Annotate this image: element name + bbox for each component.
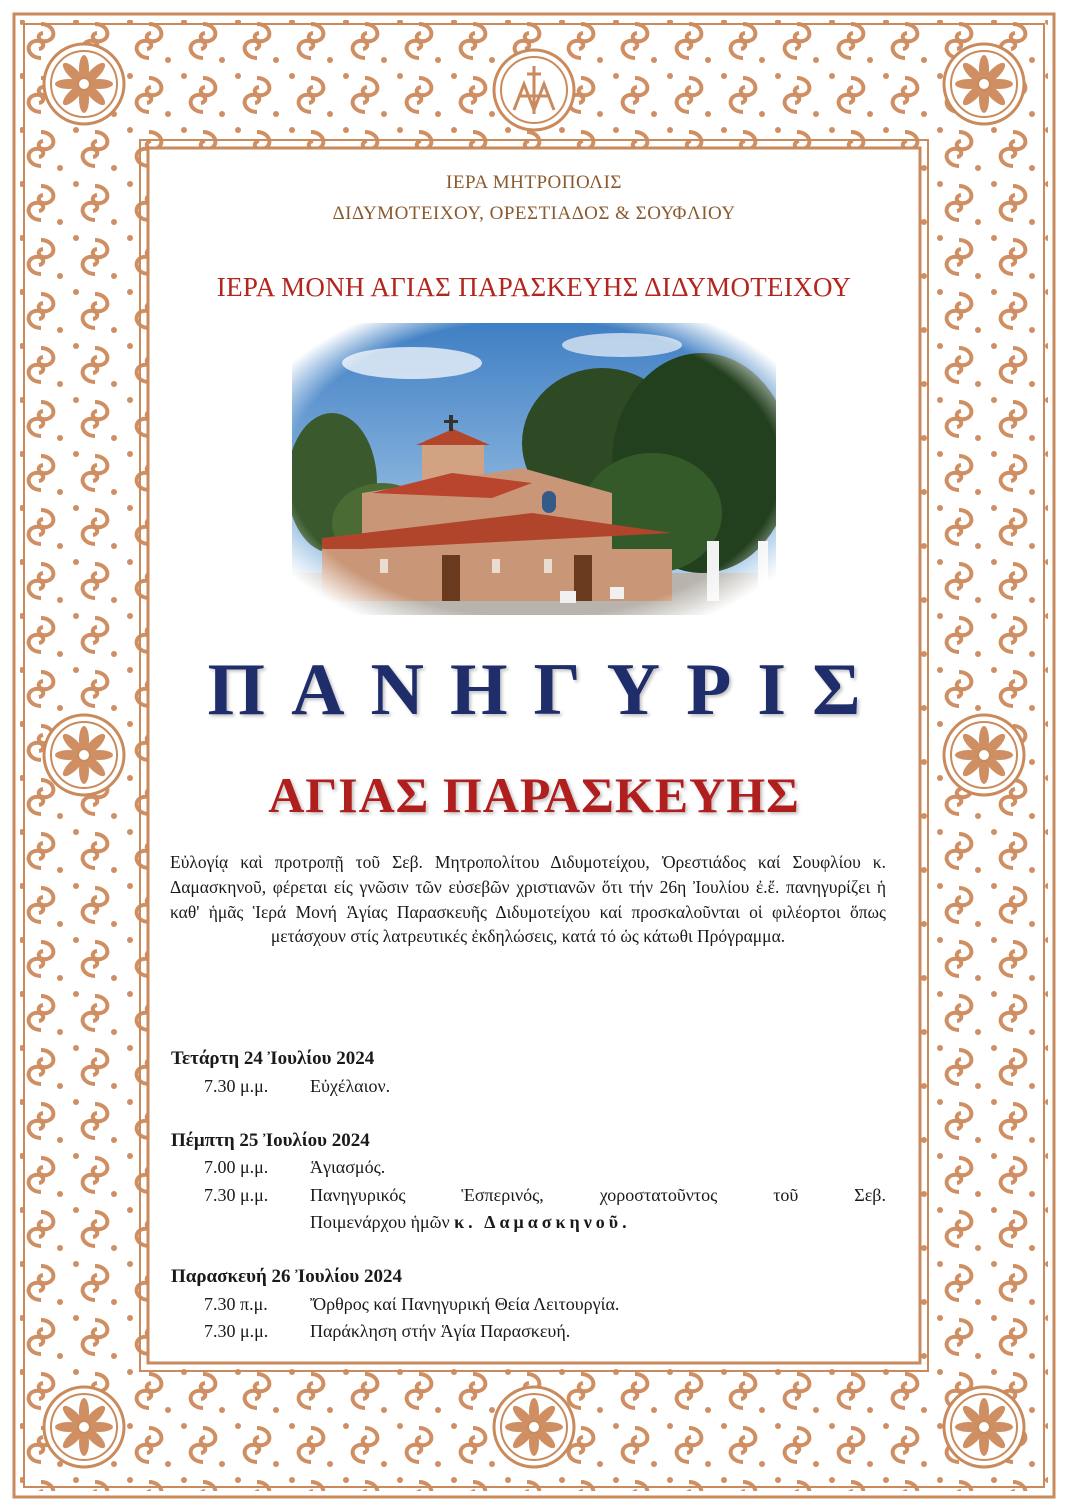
monastery-name: ΙΕΡΑ ΜΟΝΗ ΑΓΙΑΣ ΠΑΡΑΣΚΕΥΗΣ ΔΙΔΥΜΟΤΕΙΧΟΥ — [216, 272, 852, 302]
schedule-desc-word: Πανηγυρικός — [310, 1185, 406, 1205]
schedule-day-3: Παρασκευή 26 Ἰουλίου 2024 — [171, 1266, 402, 1287]
schedule-desc-word: Ἑσπερινός, — [461, 1185, 544, 1205]
schedule-time: 7.00 μ.μ. — [204, 1157, 269, 1177]
schedule-day-1: Τετάρτη 24 Ἰουλίου 2024 — [171, 1048, 375, 1069]
schedule-desc: Ἁγιασμός. — [310, 1157, 386, 1177]
schedule-time: 7.30 π.μ. — [204, 1294, 268, 1314]
schedule-desc-word: Σεβ. — [854, 1185, 886, 1205]
metropolis-title: ΙΕΡΑ ΜΗΤΡΟΠΟΛΙΣ — [446, 172, 622, 193]
bishop-name: κ. Δαμασκηνοῦ. — [454, 1212, 631, 1232]
schedule-desc-text: Ποιμενάρχου ἡμῶν — [310, 1212, 450, 1232]
church-photo — [292, 323, 776, 615]
metropolis-subtitle: ΔΙΔΥΜΟΤΕΙΧΟΥ, ΟΡΕΣΤΙΑΔΟΣ & ΣΟΥΦΛΙΟΥ — [332, 203, 736, 224]
schedule-desc: Ὄρθρος καί Πανηγυρική Θεία Λειτουργία. — [310, 1294, 620, 1314]
schedule-time: 7.30 μ.μ. — [204, 1185, 269, 1205]
schedule-time: 7.30 μ.μ. — [204, 1076, 269, 1096]
announcement-text: Εὐλογίᾳ καὶ προτροπῇ τοῦ Σεβ. Μητροπολίτου Διδυμοτείχου, Ὀρεστιάδος καί Σουφλίου κ. Δαμασκηνοῦ, φέρεται είς γνῶσιν τῶν εὐσεβῶν χριστιανῶν ὅτι τήν 26η Ἰουλίου ἐ.ἔ. πανηγυρίζει ἡ καθ' ἡμᾶς Ἱερά Μονή Ἁγίας Παρασκευῆς Διδυμοτείχου καί προσκαλοῦνται οἱ φιλέορτοι ὅπως μετάσχουν στίς λατρευτικές ἐκδηλώσεις, κατά τό ὡς κάτωθι Πρόγραμμα. — [170, 852, 886, 947]
schedule-desc: Εὐχέλαιον. — [310, 1076, 391, 1096]
schedule-desc-word: τοῦ — [773, 1185, 799, 1205]
main-title: ΠΑΝΗΓΥΡΙΣ — [207, 649, 887, 731]
schedule-desc: Παράκληση στήν Ἁγία Παρασκευή. — [310, 1321, 571, 1341]
schedule-time: 7.30 μ.μ. — [204, 1321, 269, 1341]
schedule-desc — [310, 1185, 886, 1206]
schedule-desc-word: χοροστατοῦντος — [599, 1185, 718, 1205]
schedule-desc-continued — [310, 1212, 631, 1233]
feast-subtitle: ΑΓΙΑΣ ΠΑΡΑΣΚΕΥΗΣ — [268, 767, 800, 823]
schedule-day-2: Πέμπτη 25 Ἰουλίου 2024 — [171, 1130, 370, 1151]
